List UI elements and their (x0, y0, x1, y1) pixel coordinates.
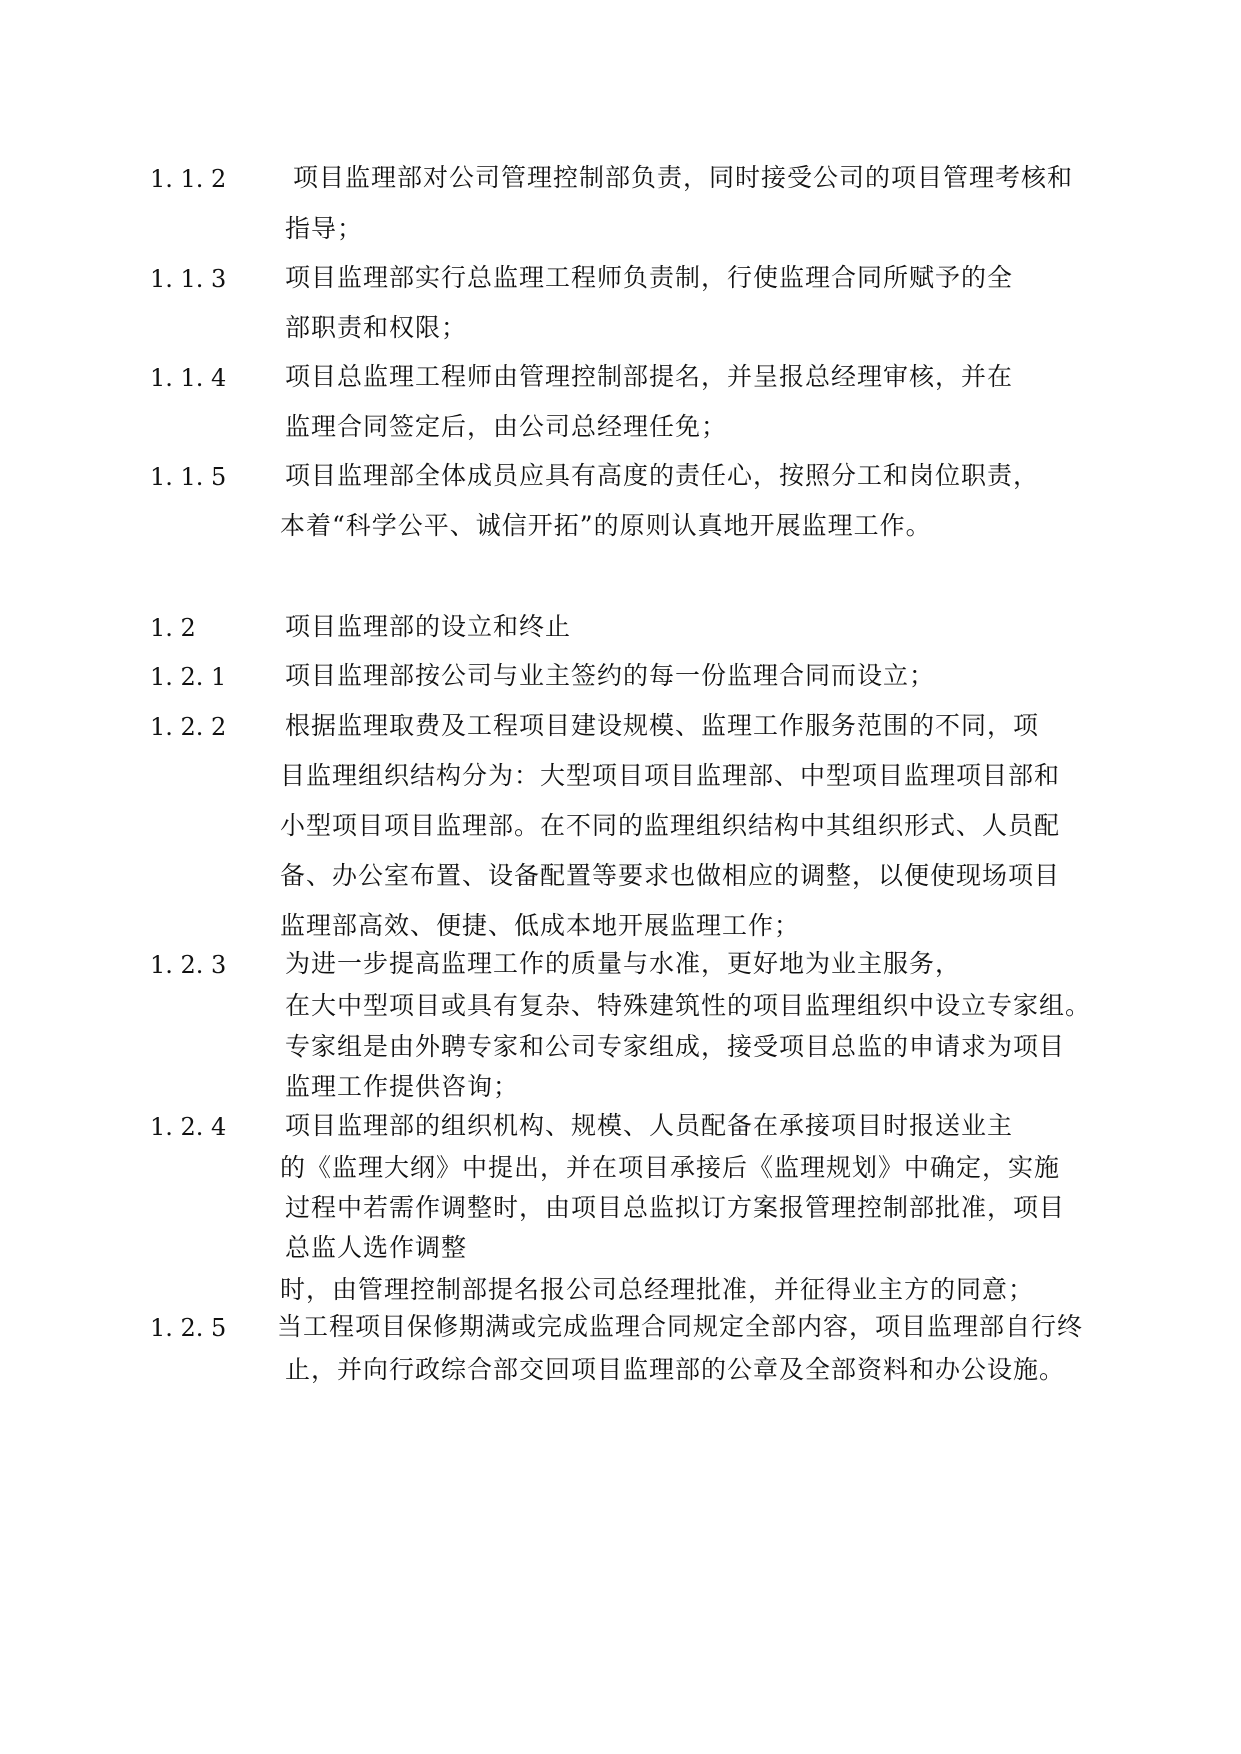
clause-number: 1. 2. 1 (150, 663, 227, 691)
clause-text: 本着“科学公平、诚信开拓”的原则认真地开展监理工作。 (280, 511, 932, 540)
clause-text: 的《监理大纲》中提出，并在项目承接后《监理规划》中确定，实施 (280, 1153, 1061, 1182)
clause-text: 过程中若需作调整时，由项目总监拟订方案报管理控制部批准，项目 (285, 1193, 1066, 1222)
clause-text: 在大中型项目或具有复杂、特殊建筑性的项目监理组织中设立专家组。 (285, 991, 1092, 1020)
clause-number: 1. 1. 5 (150, 463, 227, 491)
clause-text: 备、办公室布置、设备配置等要求也做相应的调整，以便使现场项目 (280, 861, 1061, 890)
clause-text: 当工程项目保修期满或完成监理合同规定全部内容，项目监理部自行终 (277, 1312, 1084, 1341)
clause-number: 1. 2. 5 (150, 1314, 227, 1342)
section-title: 项目监理部的设立和终止 (285, 612, 572, 641)
clause-text: 目监理组织结构分为：大型项目项目监理部、中型项目监理项目部和 (280, 761, 1061, 790)
section-number: 1. 2 (150, 614, 196, 642)
clause-text: 部职责和权限； (285, 313, 468, 342)
clause-text: 根据监理取费及工程项目建设规模、监理工作服务范围的不同，项 (285, 711, 1040, 740)
clause-text: 总监人选作调整 (285, 1233, 468, 1262)
clause-text: 小型项目项目监理部。在不同的监理组织结构中其组织形式、人员配 (280, 811, 1061, 840)
clause-number: 1. 2. 4 (150, 1113, 227, 1141)
clause-text: 项目监理部按公司与业主签约的每一份监理合同而设立； (285, 661, 936, 690)
clause-number: 1. 1. 3 (150, 265, 227, 293)
clause-number: 1. 1. 2 (150, 165, 227, 193)
clause-text: 项目总监理工程师由管理控制部提名，并呈报总经理审核，并在 (285, 362, 1014, 391)
clause-text: 时，由管理控制部提名报公司总经理批准，并征得业主方的同意； (280, 1275, 1035, 1304)
clause-text: 专家组是由外聘专家和公司专家组成，接受项目总监的申请求为项目 (285, 1032, 1066, 1061)
clause-text: 项目监理部的组织机构、规模、人员配备在承接项目时报送业主 (285, 1111, 1014, 1140)
clause-text: 为进一步提高监理工作的质量与水准，更好地为业主服务， (285, 949, 962, 978)
clause-text: 监理工作提供咨询； (285, 1072, 520, 1101)
clause-text: 止，并向行政综合部交回项目监理部的公章及全部资料和办公设施。 (285, 1355, 1066, 1384)
clause-text: 项目监理部实行总监理工程师负责制，行使监理合同所赋予的全 (285, 263, 1014, 292)
clause-text: 监理合同签定后，由公司总经理任免； (285, 412, 728, 441)
clause-text: 监理部高效、便捷、低成本地开展监理工作； (280, 911, 801, 940)
clause-text: 项目监理部对公司管理控制部负责，同时接受公司的项目管理考核和 (293, 163, 1074, 192)
clause-text: 项目监理部全体成员应具有高度的责任心，按照分工和岗位职责， (285, 461, 1040, 490)
clause-number: 1. 1. 4 (150, 364, 227, 392)
clause-number: 1. 2. 2 (150, 713, 227, 741)
clause-number: 1. 2. 3 (150, 951, 227, 979)
clause-text: 指导； (285, 214, 364, 243)
